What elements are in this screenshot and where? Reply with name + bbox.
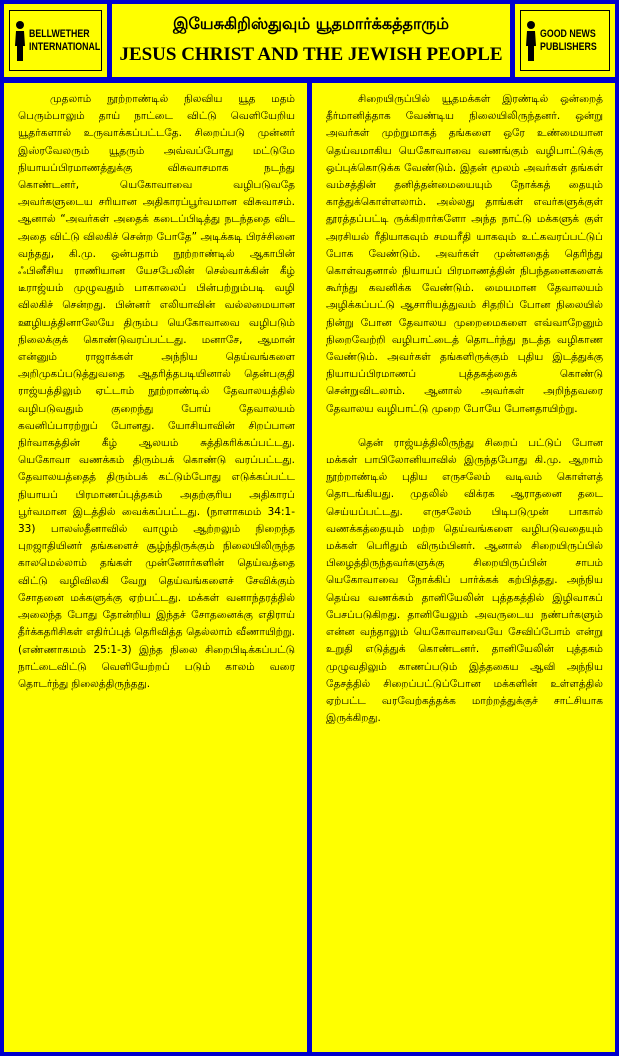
logo-frame-left (9, 10, 102, 71)
article-column-left (4, 83, 307, 1052)
column-text-right (326, 91, 603, 727)
logo-left-line2: INTERNATIONAL (29, 40, 101, 53)
person-silhouette-icon (524, 20, 538, 62)
logo-text-left (29, 28, 100, 54)
title-tamil: இயேசுகிறிஸ்துவும் யூதமார்க்கத்தாரும் (172, 14, 450, 33)
column-text-left (18, 91, 295, 693)
publisher-logo-left (4, 4, 107, 77)
paragraph: முதலாம் நூற்றாண்டில் நிலவிய யூத மதம் பெரும்பாலும் தாய் நாட்டை விட்டு வெளியேறிய யூதர்களால் உருவாக்கப்பட்டதே. சிறைப்படு முன்னர் இஸ்ரவேலரும் யூதரும் அவ்வப்போது மட்டுமே நியாயப்பிரமாணத்துக்கு விசுவாசமாக நடந்து கொண்டனர், யெகோவாவை வழிபடுவதே அவர்களுடைய சரியான அதிகாரப்பூர்வமான விசுவாசம். ஆனால் “அவர்கள் அதைக் கடைப்பிடித்து நடந்ததை விட அதை விட்டு விலகிச் சென்ற போதே” அடிக்கடி பிரச்சினை வந்தது, கி.மு. ஒன்பதாம் நூற்றாண்டில் ஆகாபின் ஃபினீசிய ராணியான யேசபேலின் செல்வாக்கின் கீழ் டீராஜ்யம் முழுவதும் பாகாலைப் பின்பற்றும்படி வழி விலகிச் சென்றது. பின்னர் எலியாவின் வல்லமையான ஊழியத்தினாலேயே திரும்ப யெகோவாவை வழிபடும் நிலைக்குக் கொண்டுவரப்பட்டது. மனாசே, ஆமான் என்னும் ராஜாக்கள் அந்நிய தெய்வங்களை அறிமுகப்படுத்துவதை ஆதரித்தபடியினால் தென்பகுதி ராஜ்யத்திலும் ஏட்டாம் நூற்றாண்டில் தேவாலயத்தில் வழிபடுவதும் குறைந்து போய் தேவாலயம் கவனிப்பாரற்றுப் போனது. யோசியாவின் சிறப்பான நிர்வாகத்தின் கீழ் ஆலயம் சுத்திகரிக்கப்பட்டது. யெகோவா வணக்கம் திரும்பக் கொண்டு வரப்பட்டது. தேவாலயத்தைத் திரும்பக் கட்டும்போது எடுக்கப்பட்ட நியாயப் பிரமாணப்புத்தகம் அதற்குரிய அதிகாரப் பூர்வமான இடத்தில் வைக்கப்பட்டது. (நாளாகமம் 34:1-33) பாலஸ்தீனாவில் வாழும் ஆற்றலும் நிறைந்த புறஜாதியினர் தங்களைச் சூழ்ந்திருக்கும் நிலையிலிருந்த காலமெல்லாம் தங்கள் முன்னோர்களின் தெய்வத்தை விட்டு வழிவிலகி வேறு தெய்வங்களைச் சேவிக்கும் சோதனை மக்களுக்கு ஏற்பட்டது. மக்கள் வனாந்தரத்தில் அலைந்த போது தோன்றிய இந்தச் சோதனைக்கு எதிராய் தீர்க்கதரிசிகள் எதிர்ப்புத் தெரிவித்த தெல்லாம் வீணாயிற்று. (எண்ணாகமம் 25:1-3) இந்த நிலை சிறைபிடிக்கப்பட்டு நாட்டைவிட்டு வெளியேற்றப் படும் காலம் வரை தொடர்ந்து நிலைத்திருந்தது. (18, 93, 295, 690)
logo-text-right (540, 28, 597, 54)
publisher-logo-right (515, 4, 615, 77)
logo-right-line2: PUBLISHERS (540, 40, 597, 53)
logo-right-line1: GOOD NEWS (540, 27, 596, 40)
paragraph: தென் ராஜ்யத்திலிருந்து சிறைப் பட்டுப் போன மக்கள் பாபிலோனியாவில் இருந்தபோது கி.மு. ஆறாம் நூற்றாண்டில் புதிய எருசலேம் வடிவம் கொள்ளத் தொடங்கியது. முதலில் விக்ரக ஆராதனை தடை செய்யப்பட்டது. எருசலேம் பிடிபடுமுன் பாகால் வணக்கத்தையும் மற்ற தெய்வங்களை வழிபடுவதையும் மக்கள் பெரிதும் விரும்பினர். ஆனால் சிறையிருப்பில் பிழைத்திருந்தவர்களுக்கு சிறையிருப்பின் சாபம் யெகோவாவை நோக்கிப் பார்க்கக் கற்பித்தது. அந்நிய தெய்வ வணக்கம் தானியேலின் புத்தகத்தில் இழிவாகப் பேசப்படுகிறது. தானியேலும் அவருடைய நண்பர்களும் என்ன வந்தாலும் யெகோவாவையே சேவிப்போம் என்று உறுதி எடுத்துக் கொண்டனர். தானியேலின் புத்தகம் முழுவதிலும் காணப்படும் இத்தகைய ஆவி அந்நிய தேசத்தில் சிறைப்பட்டுப்போன மக்களின் உள்ளத்தில் ஏற்பட்ட வரவேற்கத்தக்க மாற்றத்துக்குச் சாட்சியாக இருக்கிறது. (326, 436, 603, 725)
title-english: JESUS CHRIST AND THE JEWISH PEOPLE (119, 44, 503, 65)
paragraph: சிறையிருப்பில் யூதமக்கள் இரண்டில் ஒன்றைத் தீர்மானித்தாக வேண்டிய நிலையிலிருந்தனர். ஒன்று அவர்கள் முற்றுமாகத் தங்களை ஒரே உண்மையான தெய்வமாகிய யெகோவாவை வணங்கும் வழிபாட்டுக்கு ஒப்புக்கொடுக்க வேண்டும். இதன் மூலம் அவர்கள் தங்கள் வம்சத்தின் தனித்தன்மையையும் நோக்கத் தையும் காத்துக்கொள்ளலாம். அல்லது தாங்கள் எவர்களுக்குள் தூரத்தப்பட்டி ருக்கிறார்களோ அந்த நாட்டு மக்களுக் குள் அரசியல் ரீதியாகவும் சமயரீதி யாகவும் உட்கவரப்பட்டுப் போக வேண்டும். அவர்கள் முன்னதைத் தெரிந்து கொள்வதனால் நியாயப் பிரமாணத்தின் நிபந்தனைகளைக் கூர்ந்து கவனிக்க வேண்டும். மையமான தேவாலயம் அழிக்கப்பட்டு ஆசாரியத்துவம் சிதறிப் போன நிலையில் நின்று போன தேவாலய முறைமைகளை எவ்வாறேனும் நிறைவேற்றி வழிபாட்டைத் தொடர்ந்து நடத்த வழிகாண வேண்டும். அவர்கள் தங்களிருக்கும் புதிய இடத்துக்கு நியாயப்பிரமாணப் புத்தகத்தைக் கொண்டு சென்றுவிடலாம். ஆனால் அவர்கள் அறிந்தவரை தேவாலய வழிபாட்டு முறை போயே போனதாயிற்று. (326, 93, 603, 415)
person-silhouette-icon (13, 20, 27, 62)
article-column-right (312, 83, 615, 1052)
logo-frame-right (520, 10, 610, 71)
title-banner (112, 4, 510, 77)
logo-left-line1: BELLWETHER (29, 27, 90, 40)
